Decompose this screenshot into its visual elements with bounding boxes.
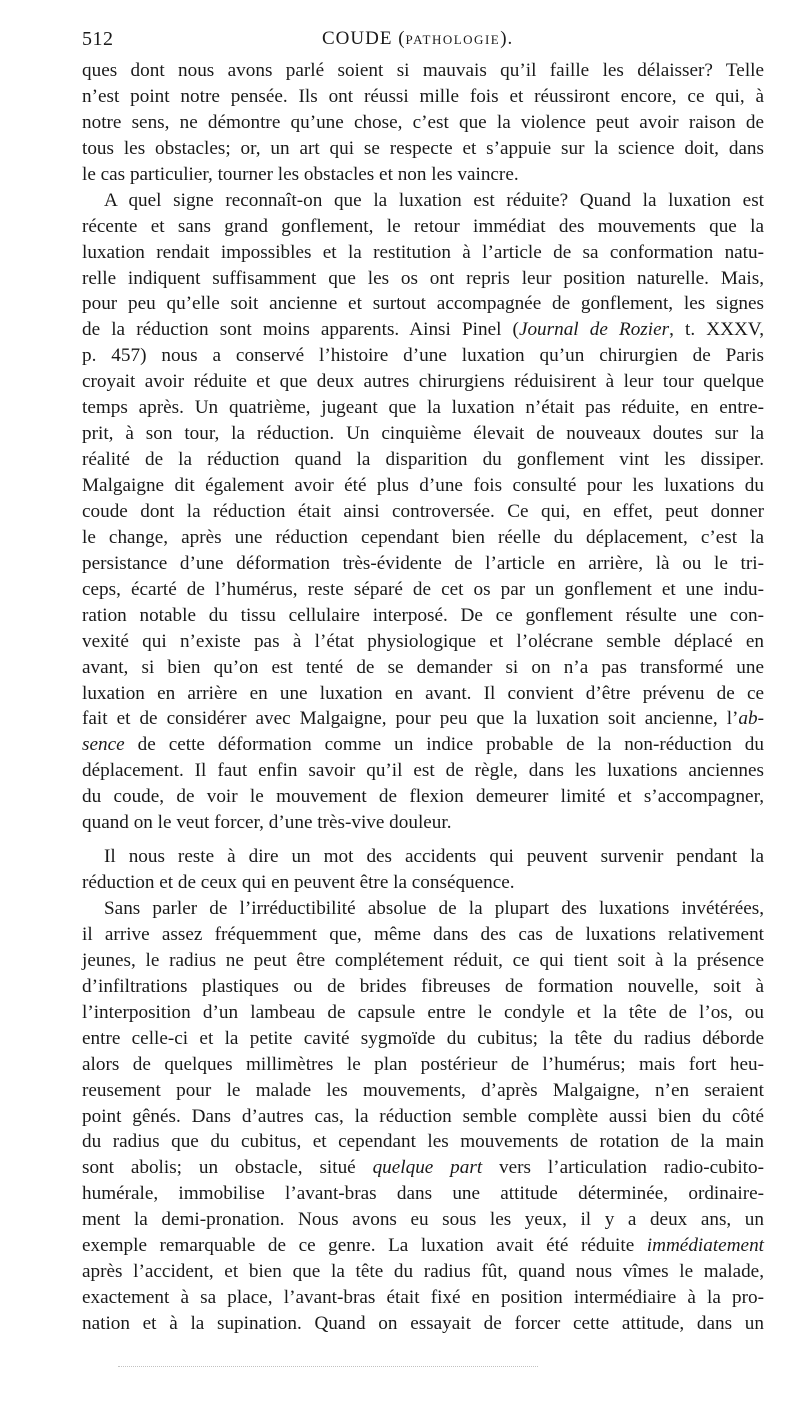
- text-line: [82, 317, 764, 343]
- running-title-end: ).: [500, 28, 514, 49]
- text-run: sont abolis; un obstacle, situé: [82, 1157, 373, 1179]
- text-line: ques dont nous avons parlé soient si mauvais qu’il faille les délaisser? Telle: [82, 60, 764, 81]
- text-line: Malgaigne dit également avoir été plus d’une fois consulté pour les luxations du: [82, 475, 764, 496]
- bottom-print-marks: [118, 1366, 538, 1369]
- text-line: ration notable du tissu cellulaire interposé. De ce gonflement résulte une con-: [82, 604, 764, 626]
- text-line: réduction et de ceux qui en peuvent être la conséquence.: [82, 872, 515, 894]
- text-run: fait et de considérer avec Malgaigne, pour peu que la luxation soit ancienne, l’: [82, 708, 739, 730]
- text-line: coude dont la réduction était ainsi controversée. Ce qui, en effet, peut donner: [82, 500, 764, 522]
- text-line: n’est point notre pensée. Ils ont réussi mille fois et réussiront encore, ce qui, à: [82, 85, 764, 107]
- page-number: 512: [82, 28, 114, 50]
- text-line: [82, 1155, 764, 1181]
- running-title-main: COUDE (: [322, 28, 406, 49]
- italic-run: Journal de Rozier: [518, 319, 670, 341]
- text-line: p. 457) nous a conservé l’histoire d’une luxation qu’un chirurgien de Paris: [82, 345, 764, 367]
- text-run: exemple remarquable de ce genre. La luxation avait été réduite: [82, 1235, 647, 1257]
- text-line: luxation en arrière en une luxation en avant. Il convient d’être prévenu de ce: [82, 682, 764, 704]
- text-line: avant, si bien qu’on est tenté de se demander si on n’a pas transformé une: [82, 656, 764, 678]
- text-run: de la réduction sont moins apparents. Ainsi Pinel (: [82, 319, 519, 341]
- text-line: [82, 1233, 764, 1259]
- text-line: Il nous reste à dire un mot des accidents qui peuvent survenir pendant la: [104, 846, 764, 868]
- running-title: [322, 22, 513, 57]
- text-line: d’infiltrations plastiques ou de brides fibreuses de formation nouvelle, soit à: [82, 975, 764, 997]
- text-run: de cette déformation comme un indice probable de la non-réduction du: [124, 734, 764, 756]
- text-line: déplacement. Il faut enfin savoir qu’il est de règle, dans les luxations anciennes: [82, 760, 764, 782]
- text-line: notre sens, ne démontre qu’une chose, c’est que la violence peut avoir raison de: [82, 111, 764, 133]
- italic-run: sence: [82, 734, 125, 756]
- text-line: ment la demi-pronation. Nous avons eu sous les yeux, il y a deux ans, un: [82, 1209, 764, 1231]
- text-line: temps après. Un quatrième, jugeant que la luxation n’était pas réduite, en entre-: [82, 397, 764, 419]
- text-line: entre celle-ci et la petite cavité sygmoïde du cubitus; la tête du radius déborde: [82, 1027, 764, 1049]
- text-line: récente et sans grand gonflement, le retour immédiat des mouvements que la: [82, 215, 764, 237]
- text-line: l’interposition d’un lambeau de capsule entre le condyle et la tête de l’os, ou: [82, 1001, 764, 1023]
- text-line: nation et à la supination. Quand on essayait de forcer cette attitude, dans un: [82, 1313, 764, 1334]
- text-line: jeunes, le radius ne peut être complétement réduit, ce qui tient soit à la présence: [82, 949, 764, 971]
- text-run: vers l’articulation radio-cubito-: [482, 1157, 764, 1179]
- text-line: ceps, écarté de l’humérus, reste séparé de cet os par un gonflement et une indu-: [82, 578, 764, 600]
- text-line: prit, à son tour, la réduction. Un cinquième élevait de nouveaux doutes sur la: [82, 423, 764, 445]
- text-line: après l’accident, et bien que la tête du radius fût, quand nous vîmes le malade,: [82, 1261, 764, 1283]
- text-line: luxation rendait impossibles et la restitution à l’article de sa conformation natu-: [82, 241, 764, 263]
- text-line: tous les obstacles; or, un art qui se respecte et s’appuie sur la science doit, dans: [82, 137, 764, 159]
- text-line: reusement pour le malade les mouvements, d’après Malgaigne, n’en seraient: [82, 1079, 764, 1101]
- running-header: [82, 22, 764, 56]
- text-line: réalité de la réduction quand la disparition du gonflement vint les dissiper.: [82, 449, 764, 471]
- text-line: du coude, de voir le mouvement de flexion demeurer limité et s’accompagner,: [82, 786, 764, 808]
- text-line: [82, 706, 764, 732]
- text-line: quand on le veut forcer, d’une très-vive douleur.: [82, 812, 452, 834]
- text-line: humérale, immobilise l’avant-bras dans une attitude déterminée, ordinaire-: [82, 1183, 764, 1205]
- body-text: [82, 58, 764, 1337]
- text-line: exactement à sa place, l’avant-bras était fixé en position intermédiaire à la pro-: [82, 1287, 764, 1309]
- book-page: [82, 22, 764, 1337]
- text-line: point gênés. Dans d’autres cas, la réduction semble complète aussi bien du côté: [82, 1105, 764, 1127]
- text-line: persistance d’une déformation très-évidente de l’article en arrière, là ou le tri-: [82, 552, 764, 574]
- text-line: vexité qui n’existe pas à l’état physiologique et l’olécrane semble déplacé en: [82, 630, 764, 652]
- text-line: alors de quelques millimètres le plan postérieur de l’humérus; mais fort heu-: [82, 1053, 764, 1075]
- text-line: Sans parler de l’irréductibilité absolue de la plupart des luxations invétérées,: [104, 898, 764, 919]
- text-line: le cas particulier, tourner les obstacles et non les vaincre.: [82, 163, 519, 185]
- text-line: relle indiquent suffisamment que les os ont repris leur position naturelle. Mais,: [82, 267, 764, 289]
- text-line: il arrive assez fréquemment que, même dans des cas de luxations relativement: [82, 923, 764, 945]
- text-line: du radius que du cubitus, et cependant les mouvements de rotation de la main: [82, 1131, 764, 1153]
- text-line: croyait avoir réduite et que deux autres chirurgiens réduisirent à leur tour quelque: [82, 371, 764, 393]
- text-line: le change, après une réduction cependant bien réelle du déplacement, c’est la: [82, 526, 764, 548]
- text-line: A quel signe reconnaît-on que la luxation est réduite? Quand la luxation est: [104, 189, 764, 211]
- running-title-subject: PATHOLOGIE: [405, 32, 501, 47]
- italic-run: immédiatement: [646, 1235, 764, 1257]
- text-line: pour peu qu’elle soit ancienne et surtout accompagnée de gonflement, les signes: [82, 293, 764, 315]
- italic-run: quelque part: [372, 1157, 483, 1179]
- italic-run: ab-: [738, 708, 764, 730]
- text-run: , t. XXXV,: [669, 319, 764, 341]
- text-line: [82, 732, 764, 758]
